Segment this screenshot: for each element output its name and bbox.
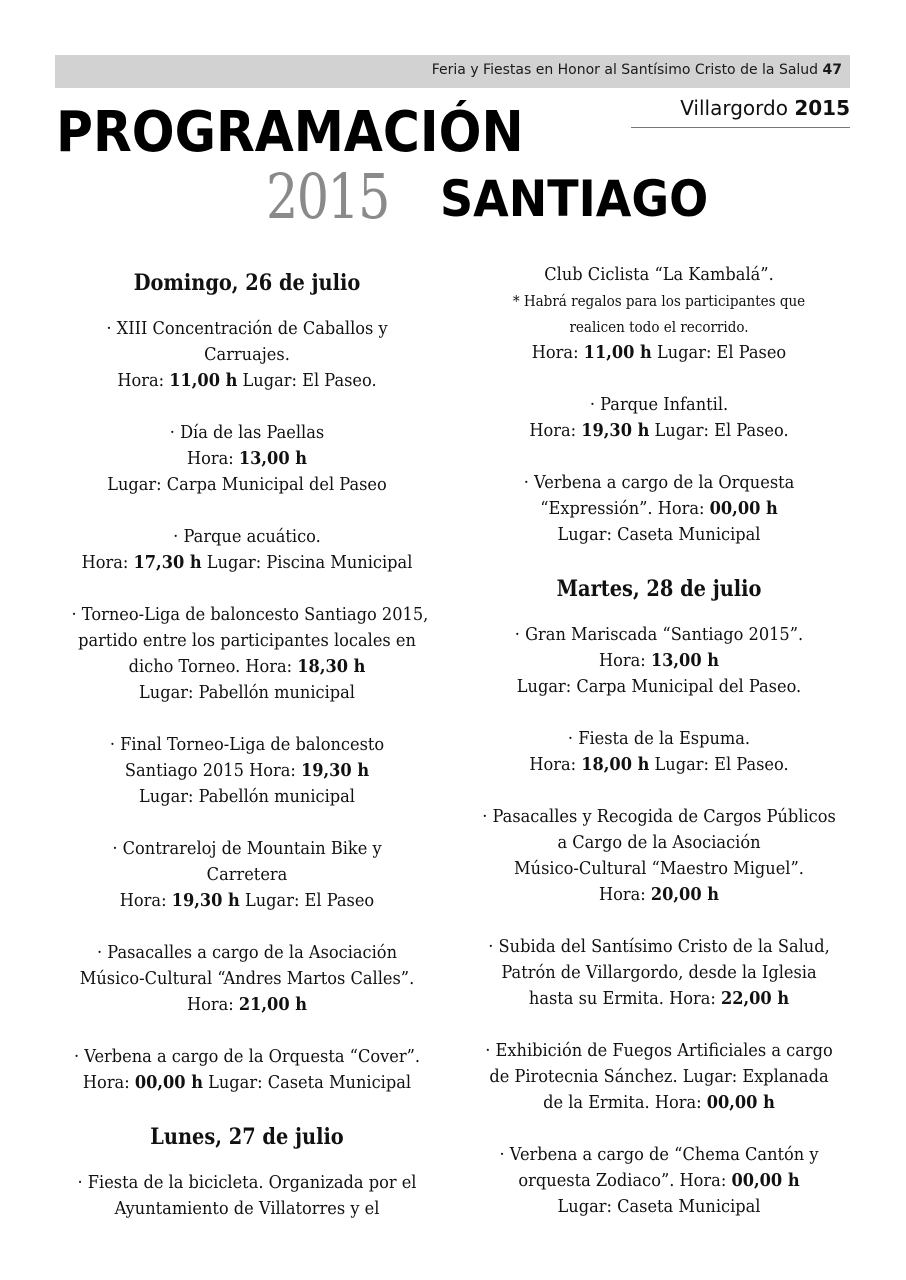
- event-text: Carruajes.: [204, 344, 290, 365]
- event-text: a Cargo de la Asociación: [557, 832, 761, 853]
- event-time-line: [72, 1070, 423, 1096]
- event-time: 00,00 h: [706, 1092, 775, 1113]
- day-heading: Lunes, 27 de julio: [150, 1124, 344, 1150]
- event-place: Lugar: Caseta Municipal: [557, 1196, 761, 1217]
- event-item: [72, 732, 423, 810]
- event-place: Lugar: Pabellón municipal: [139, 682, 355, 703]
- event-text: hasta su Ermita. Hora:: [528, 988, 721, 1009]
- event-item: [480, 1142, 838, 1220]
- event-text: · Fiesta de la Espuma.: [567, 728, 751, 749]
- event-text: de Pirotecnia Sánchez. Lugar: Explanada: [489, 1066, 829, 1087]
- event-time: 19,30 h: [171, 890, 240, 911]
- right-column: [460, 262, 858, 1246]
- event-text: · Gran Mariscada “Santiago 2015”.: [514, 624, 804, 645]
- event-time-line: [480, 496, 838, 522]
- event-item: [72, 940, 423, 1018]
- event-text: · Parque acuático.: [173, 526, 321, 547]
- page-subtitle: SANTIAGO: [440, 170, 709, 228]
- event-time: 11,00 h: [169, 370, 238, 391]
- event-time: 17,30 h: [133, 552, 202, 573]
- event-time-line: [72, 888, 423, 914]
- event-text: Músico-Cultural “Andres Martos Calles”.: [79, 968, 415, 989]
- event-place: Lugar: El Paseo.: [649, 754, 789, 775]
- event-place: Lugar: Carpa Municipal del Paseo: [107, 474, 387, 495]
- event-place: Lugar: Piscina Municipal: [201, 552, 413, 573]
- time-prefix: Hora:: [119, 890, 172, 911]
- event-item: [72, 316, 423, 394]
- event-time-line: [480, 986, 838, 1012]
- event-place: Lugar: Carpa Municipal del Paseo.: [516, 676, 802, 697]
- event-note: * Habrá regalos para los participantes que: [512, 292, 806, 310]
- event-time: 19,30 h: [300, 760, 370, 781]
- time-prefix: Hora:: [117, 370, 170, 391]
- event-place: Lugar: El Paseo.: [237, 370, 377, 391]
- event-time-line: [72, 446, 423, 472]
- left-column: [52, 262, 442, 1248]
- event-text: · Pasacalles a cargo de la Asociación: [96, 942, 398, 963]
- event-item: [480, 1038, 838, 1116]
- event-time-line: [480, 340, 838, 366]
- time-prefix: Hora:: [81, 552, 134, 573]
- event-item: [480, 392, 838, 444]
- event-time-line: [480, 882, 838, 908]
- day-heading: Domingo, 26 de julio: [133, 270, 361, 296]
- event-text: · Día de las Paellas: [169, 422, 325, 443]
- event-note: realicen todo el recorrido.: [569, 318, 749, 336]
- event-time-line: [72, 654, 423, 680]
- event-time: 13,00 h: [650, 650, 720, 671]
- event-place: Lugar: Caseta Municipal: [557, 524, 761, 545]
- event-text: · Contrareloj de Mountain Bike y: [112, 838, 382, 859]
- event-item: [480, 470, 838, 548]
- time-prefix: Hora:: [529, 420, 582, 441]
- event-time: 18,00 h: [581, 754, 650, 775]
- event-text: Músico-Cultural “Maestro Miguel”.: [514, 858, 804, 879]
- event-place: Lugar: El Paseo.: [649, 420, 789, 441]
- event-time: 00,00 h: [134, 1072, 203, 1093]
- running-header: [432, 62, 842, 78]
- event-text: de la Ermita. Hora:: [543, 1092, 707, 1113]
- event-time: 13,00 h: [238, 448, 308, 469]
- time-prefix: Hora:: [186, 994, 239, 1015]
- edition-year: 2015: [794, 96, 850, 120]
- event-text: Ayuntamiento de Villatorres y el: [114, 1198, 380, 1219]
- event-place: Lugar: El Paseo: [239, 890, 375, 911]
- event-text: partido entre los participantes locales en: [78, 630, 416, 651]
- event-text: Patrón de Villargordo, desde la Iglesia: [501, 962, 817, 983]
- event-time-line: [480, 1090, 838, 1116]
- event-time: 18,30 h: [297, 656, 366, 677]
- page-title: PROGRAMACIÓN: [56, 100, 524, 165]
- event-item: [480, 726, 838, 778]
- event-place: Lugar: Pabellón municipal: [139, 786, 355, 807]
- town-name: Villargordo: [680, 96, 788, 120]
- running-title: Feria y Fiestas en Honor al Santísimo Cristo de la Salud: [431, 62, 819, 78]
- event-text: · Verbena a cargo de la Orquesta “Cover”.: [73, 1046, 421, 1067]
- event-time-line: [72, 368, 423, 394]
- event-text: Santiago 2015 Hora:: [124, 760, 301, 781]
- event-item: [480, 804, 838, 908]
- time-prefix: Hora:: [598, 884, 651, 905]
- page-number: 47: [822, 62, 842, 78]
- event-text: · Fiesta de la bicicleta. Organizada por el: [77, 1172, 417, 1193]
- event-text: · Torneo-Liga de baloncesto Santiago 2015,: [71, 604, 429, 625]
- event-item: [71, 602, 429, 706]
- event-item: [72, 836, 423, 914]
- event-text: orquesta Zodiaco”. Hora:: [518, 1170, 732, 1191]
- event-time-line: [480, 418, 838, 444]
- event-time: 22,00 h: [720, 988, 790, 1009]
- event-time: 21,00 h: [238, 994, 308, 1015]
- event-text: Carretera: [206, 864, 288, 885]
- time-prefix: Hora:: [529, 754, 582, 775]
- event-item: [72, 1044, 423, 1096]
- event-item: [480, 622, 838, 700]
- event-place: Lugar: Caseta Municipal: [202, 1072, 412, 1093]
- edition-label: [680, 96, 850, 120]
- event-item: [72, 1170, 423, 1222]
- event-item: [72, 420, 423, 498]
- event-time-line: [480, 648, 838, 674]
- title-year: 2015: [266, 160, 389, 233]
- event-time-line: [72, 992, 423, 1018]
- event-text: · XIII Concentración de Caballos y: [106, 318, 388, 339]
- event-time-line: [480, 752, 838, 778]
- event-text: · Exhibición de Fuegos Artificiales a cargo: [485, 1040, 833, 1061]
- time-prefix: Hora:: [531, 342, 584, 363]
- event-item: [480, 934, 838, 1012]
- event-time: 00,00 h: [709, 498, 778, 519]
- event-text: · Subida del Santísimo Cristo de la Salud,: [488, 936, 830, 957]
- event-time-line: [72, 550, 423, 576]
- event-item: [480, 262, 838, 366]
- event-time: 20,00 h: [650, 884, 720, 905]
- time-prefix: Hora:: [82, 1072, 135, 1093]
- header-bar: [55, 55, 850, 88]
- time-prefix: Hora:: [598, 650, 651, 671]
- event-item: [72, 524, 423, 576]
- event-time: 11,00 h: [583, 342, 652, 363]
- event-time: 19,30 h: [581, 420, 650, 441]
- event-text: · Verbena a cargo de “Chema Cantón y: [499, 1144, 819, 1165]
- event-text: “Expressión”. Hora:: [540, 498, 710, 519]
- time-prefix: Hora:: [186, 448, 239, 469]
- event-time-line: [480, 1168, 838, 1194]
- day-heading: Martes, 28 de julio: [556, 576, 762, 602]
- event-text: · Final Torneo-Liga de baloncesto: [109, 734, 385, 755]
- event-place: Lugar: El Paseo: [651, 342, 787, 363]
- edition-divider: [631, 127, 850, 128]
- event-text: Club Ciclista “La Kambalá”.: [544, 264, 774, 285]
- event-text: · Verbena a cargo de la Orquesta: [523, 472, 795, 493]
- event-text: · Pasacalles y Recogida de Cargos Públicos: [482, 806, 836, 827]
- event-text: · Parque Infantil.: [589, 394, 729, 415]
- event-time: 00,00 h: [731, 1170, 800, 1191]
- event-text: dicho Torneo. Hora:: [128, 656, 298, 677]
- event-time-line: [72, 758, 423, 784]
